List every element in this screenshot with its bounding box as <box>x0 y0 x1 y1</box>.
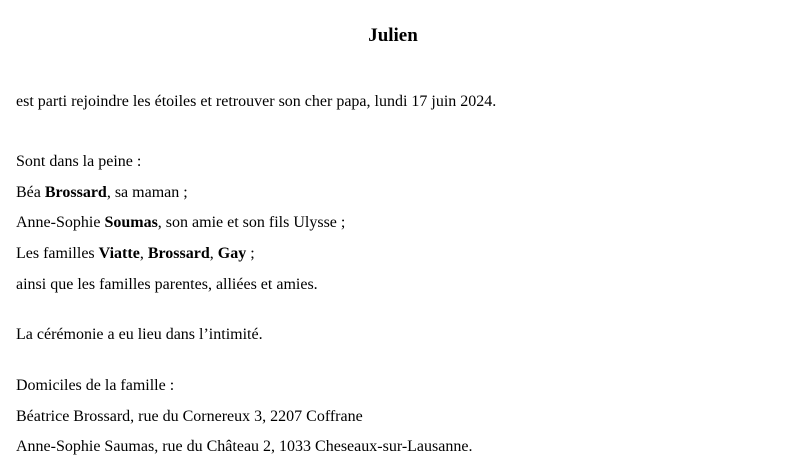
family-surname-viatte: Viatte <box>98 245 140 262</box>
domiciles-heading: Domiciles de la famille : <box>16 377 175 394</box>
separator: , <box>139 245 148 262</box>
line-suffix: ; <box>246 245 255 262</box>
domicile-address-1: Béatrice Brossard, rue du Cornereux 3, 2207 Coffrane <box>16 408 363 425</box>
mourners-heading: Sont dans la peine : <box>16 153 142 170</box>
mourner-line-partner <box>16 213 345 233</box>
mourner-surname: Brossard <box>44 184 107 201</box>
family-surname-brossard: Brossard <box>147 245 210 262</box>
mourner-surname: Soumas <box>104 214 158 231</box>
mourner-line-relatives: ainsi que les familles parentes, alliées et amies. <box>16 276 318 293</box>
mourner-relation: , son amie et son fils Ulysse ; <box>157 214 346 231</box>
intro-paragraph: est parti rejoindre les étoiles et retrouver son cher papa, lundi 17 juin 2024. <box>16 93 497 110</box>
separator: , <box>209 245 218 262</box>
domicile-address-2: Anne-Sophie Saumas, rue du Château 2, 1033 Cheseaux-sur-Lausanne. <box>16 438 473 455</box>
family-surname-gay: Gay <box>217 245 247 262</box>
deceased-name-title: Julien <box>368 25 418 46</box>
mourner-line-families <box>16 244 255 264</box>
mourner-relation: , sa maman ; <box>106 184 188 201</box>
mourner-prefix: Anne-Sophie <box>16 214 105 231</box>
mourner-line-mother <box>16 183 188 203</box>
mourner-prefix: Béa <box>16 184 45 201</box>
ceremony-paragraph: La cérémonie a eu lieu dans l’intimité. <box>16 326 263 343</box>
mourner-prefix: Les familles <box>16 245 99 262</box>
